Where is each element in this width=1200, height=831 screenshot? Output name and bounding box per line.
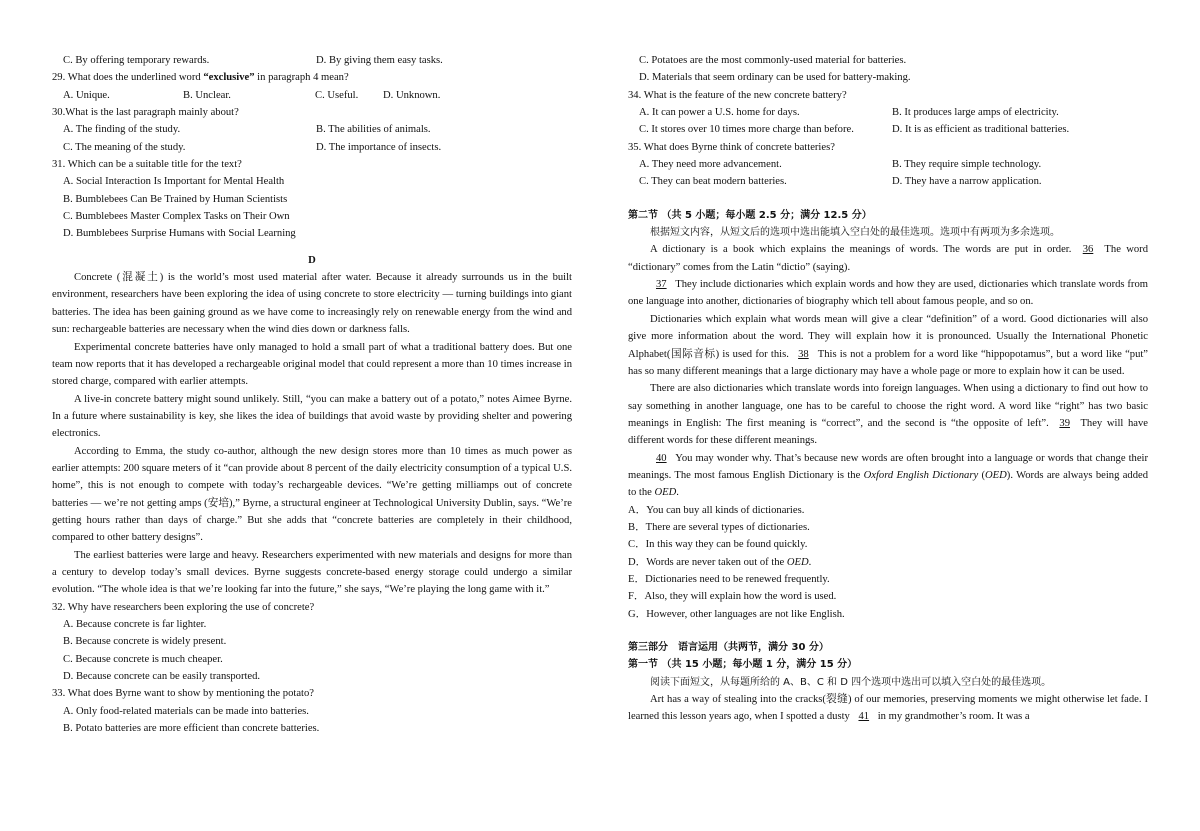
choice-a: A．You can buy all kinds of dictionaries. [628, 504, 805, 516]
choice-b: B．There are several types of dictionaries. [628, 521, 810, 533]
q30-stem: 30.What is the last paragraph mainly about? [52, 107, 239, 119]
option: D. The importance of insects. [316, 141, 442, 153]
section-instructions: 阅读下面短文，从每题所给的 A、B、C 和 D 四个选项中选出可以填入空白处的最佳选项。 [650, 676, 1052, 688]
passage-paragraph: 40 You may wonder why. That’s because new words are often brought into a language or words that change their meanings. The most famous English Dictionary is the Oxford English Dictionary (OED). Words are always being added to the OED. [628, 452, 1148, 499]
q31-stem: 31. Which can be a suitable title for the text? [52, 159, 242, 171]
option: A. It can power a U.S. home for days. [639, 107, 800, 119]
q35-options-row1 [628, 156, 1148, 173]
blank-41: 41 [858, 711, 870, 723]
option: A. Because concrete is far lighter. [63, 619, 207, 630]
blank-40: 40 [656, 452, 667, 464]
q34-options-row2 [628, 121, 1148, 138]
choice-g: G．However, other languages are not like English. [628, 608, 845, 620]
blank-38: 38 [798, 348, 809, 360]
passage-paragraph: A dictionary is a book which explains the meanings of words. The words are put in order. 36 The word “dictionary” comes from the Latin “dictio” (saying). [628, 244, 1148, 273]
option: D. They have a narrow application. [892, 176, 1042, 188]
blank-37: 37 [656, 279, 667, 291]
passage-paragraph: 37 They include dictionaries which explain words and how they are used, dictionaries which translate words from one language into another, dictionaries of biography which tell about famous people, and so on. [628, 279, 1148, 308]
option: A. Social Interaction Is Important for Mental Health [63, 176, 285, 188]
option: C. Because concrete is much cheaper. [63, 653, 223, 665]
passage-paragraph: Concrete (混凝土) is the world’s most used material after water. Because it already surrounds us in the built environment, researchers have been exploring the idea of using concrete to store electricity — turning buildings into giant batteries. The idea has been gaining ground as we have come to increasingly rely on renewable energy from the wind and sun: rechargeable batteries are necessary when the wind dies down or darkness falls. [52, 272, 572, 336]
option: B. The abilities of animals. [316, 124, 431, 136]
option: D. Materials that seem ordinary can be used for battery-making. [639, 72, 911, 84]
option: D. Bumblebees Surprise Humans with Social Learning [63, 228, 296, 240]
option: B. Because concrete is widely present. [63, 636, 227, 648]
left-column [52, 52, 572, 737]
option: B. They require simple technology. [892, 159, 1042, 171]
right-column [628, 52, 1148, 726]
section-title: 第二节 （共 5 小题；每小题 2.5 分；满分 12.5 分） [628, 209, 872, 221]
option: D. Because concrete can be easily transported. [63, 671, 261, 683]
q30-options-row1 [52, 121, 572, 138]
q28-options [52, 52, 572, 69]
passage-paragraph: Experimental concrete batteries have only managed to hold a small part of what a traditional battery does. But one team now reports that it has developed a rechargeable original model that could represent a more than 10 times increase in stored charge, compared with earlier attempts. [52, 341, 572, 388]
section-title: 第一节 （共 15 小题；每小题 1 分，满分 15 分） [628, 659, 858, 671]
choice-c: C．In this way they can be found quickly. [628, 539, 808, 551]
option: C. They can beat modern batteries. [639, 176, 787, 188]
q34-stem: 34. What is the feature of the new concrete battery? [628, 89, 847, 101]
q33-stem: 33. What does Byrne want to show by mentioning the potato? [52, 688, 314, 700]
blank-39: 39 [1059, 417, 1070, 429]
option: B. Bumblebees Can Be Trained by Human Scientists [63, 193, 288, 205]
q30-options-row2 [52, 139, 572, 156]
option: A. The finding of the study. [63, 124, 181, 136]
option: C. The meaning of the study. [63, 141, 186, 153]
section-heading: D [308, 254, 316, 266]
q32-stem: 32. Why have researchers been exploring the use of concrete? [52, 601, 315, 613]
option: D. By giving them easy tasks. [316, 55, 443, 66]
option: A. Only food-related materials can be made into batteries. [63, 705, 309, 717]
passage-paragraph: A live-in concrete battery might sound unlikely. Still, “you can make a battery out of a potato,” notes Aimee Byrne. In a future where sustainability is key, she likes the idea of buildings that avoid waste by providing shelter and powering electronics. [52, 393, 572, 440]
option: A. Unique. [63, 89, 110, 101]
option: C. Bumblebees Master Complex Tasks on Their Own [63, 211, 290, 223]
q29-options [52, 87, 572, 104]
passage-paragraph: According to Emma, the study co-author, although the new design stores more than 10 times as much power as earlier attempts: 200 square meters of it “can provide about 8 percent of the daily electricity consumption of a typical U.S. home”, this is not enough to compete with today’s rechargeable devices. “We’re getting milliamps out of concrete batteries — we’re not getting amps (安培),” Byrne, a structural engineer at Technological University Dublin, says. “We’re getting hours rather than days of charge.” But she adds that “concrete batteries are completely in their childhood, compared to other battery designs”. [52, 445, 572, 544]
choice-d: D．Words are never taken out of the OED. [628, 556, 812, 568]
option: D. Unknown. [383, 89, 441, 101]
passage-paragraph: Art has a way of stealing into the cracks(裂缝) of our memories, preserving moments we might otherwise let fade. I learned this lesson years ago, when I spotted a dusty 41 in my grandmother’s room. It was a [628, 694, 1148, 723]
passage-paragraph: The earliest batteries were large and heavy. Researchers experimented with new materials and designs for more than a century to develop today’s small devices. Byrne suggests concrete-based energy storage could undergo a similar evolution. “The whole idea is that we’re looking far into the future,” she says, “We’re playing the long game with it.” [52, 549, 572, 596]
underlined-word: “exclusive” [203, 72, 255, 84]
option: C. Useful. [315, 89, 359, 101]
blank-36: 36 [1082, 244, 1094, 256]
q29-stem: 29. What does the underlined word “exclusive” in paragraph 4 mean? [52, 72, 349, 84]
q35-stem: 35. What does Byrne think of concrete batteries? [628, 141, 835, 153]
passage-paragraph: There are also dictionaries which translate words into foreign languages. When using a dictionary to find out how to say something in another language, one has to be careful to choose the right word. A word like “right” has two basic meanings in English: The first meaning is “correct”, and the second is “the opposite of left”. 39 They will have different words for these different meanings. [628, 383, 1148, 447]
q34-options-row1 [628, 104, 1148, 121]
choice-f: F．Also, they will explain how the word is used. [628, 591, 837, 603]
q35-options-row2 [628, 173, 1148, 190]
option: C. By offering temporary rewards. [63, 55, 210, 66]
option: C. It stores over 10 times more charge than before. [639, 124, 854, 136]
part-title: 第三部分 语言运用（共两节，满分 30 分） [628, 642, 829, 653]
passage-paragraph: Dictionaries which explain what words mean will give a clear “definition” of a word. Good dictionaries will also give more information about the word. They will explain how it is pronounced. Usually the International Phonetic Alphabet(国际音标) is used for this. 38 This is not a problem for a word like “hippopotamus”, but a word like “put” has so many different meanings that a large dictionary may have a whole page or more to explain how it can be used. [628, 313, 1149, 377]
option: D. It is as efficient as traditional batteries. [892, 124, 1070, 136]
choice-e: E．Dictionaries need to be renewed frequently. [628, 573, 830, 585]
option: B. Unclear. [183, 89, 231, 101]
option: B. It produces large amps of electricity. [892, 107, 1059, 119]
option: A. They need more advancement. [639, 159, 782, 171]
option: B. Potato batteries are more efficient than concrete batteries. [63, 723, 320, 735]
section-instructions: 根据短文内容，从短文后的选项中选出能填入空白处的最佳选项。选项中有两项为多余选项。 [650, 227, 1060, 239]
option: C. Potatoes are the most commonly-used material for batteries. [639, 55, 907, 66]
